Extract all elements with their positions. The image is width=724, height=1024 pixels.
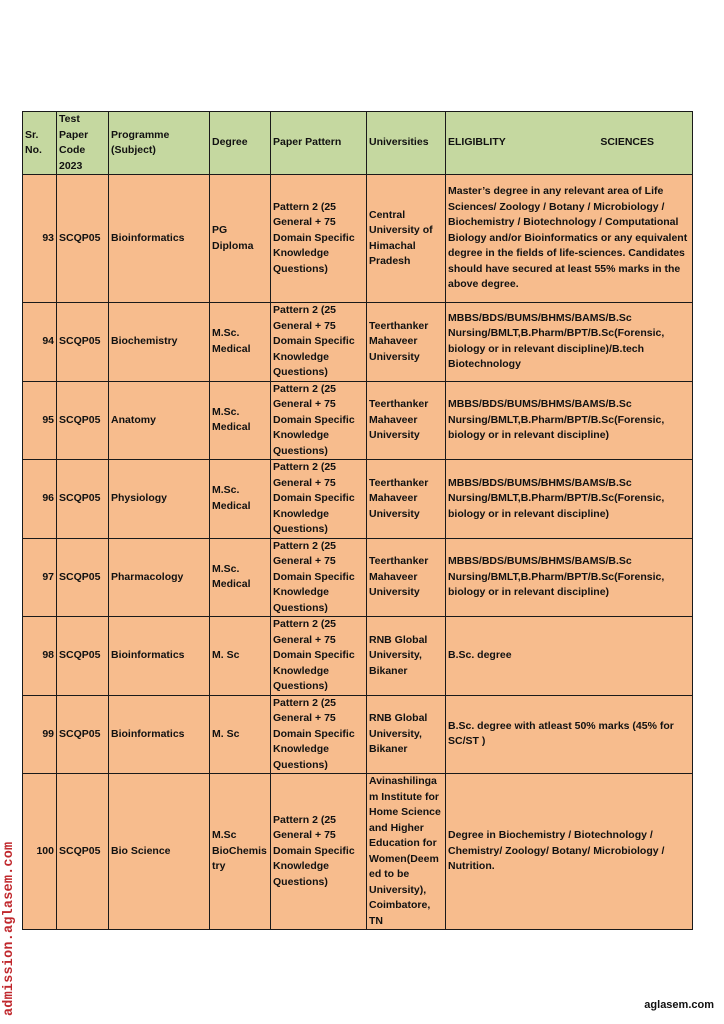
header-programme: Programme (Subject) [109,112,210,175]
cell-paper-code: SCQP05 [57,175,109,303]
cell-programme: Physiology [109,460,210,539]
cell-degree: M.Sc. Medical [210,381,271,460]
cell-degree: M. Sc [210,695,271,774]
table-row [23,695,693,774]
cell-eligibility: Master’s degree in any relevant area of Life Sciences/ Zoology / Botany / Microbiology / Biochemistry / Biotechnology / Computational Biology and/or Bioinformatics or any equivalent degree in the fields of life-sciences. Candidates should have secured at least 55% marks in the above degree. [446,175,693,303]
cell-paper-code: SCQP05 [57,695,109,774]
programme-table [22,111,693,930]
cell-paper-code: SCQP05 [57,303,109,382]
cell-sr-no: 96 [23,460,57,539]
cell-programme: Bio Science [109,774,210,930]
cell-programme: Pharmacology [109,538,210,617]
table-row [23,617,693,696]
cell-eligibility: MBBS/BDS/BUMS/BHMS/BAMS/B.Sc Nursing/BMLT,B.Pharm/BPT/B.Sc(Forensic, biology or in relevant discipline) [446,460,693,539]
cell-university: Teerthanker Mahaveer University [367,538,446,617]
cell-degree: M. Sc [210,617,271,696]
header-stream-label: SCIENCES [600,136,654,149]
watermark-text: admission.aglasem.com [2,841,17,1016]
cell-sr-no: 95 [23,381,57,460]
cell-university: Teerthanker Mahaveer University [367,381,446,460]
header-test-paper-code: Test Paper Code 2023 [57,112,109,175]
cell-degree: M.Sc. Medical [210,303,271,382]
cell-paper-pattern: Pattern 2 (25 General + 75 Domain Specific Knowledge Questions) [271,175,367,303]
table-row [23,538,693,617]
cell-paper-pattern: Pattern 2 (25 General + 75 Domain Specific Knowledge Questions) [271,617,367,696]
table-row [23,175,693,303]
header-sr-no: Sr. No. [23,112,57,175]
cell-degree: PG Diploma [210,175,271,303]
cell-paper-pattern: Pattern 2 (25 General + 75 Domain Specific Knowledge Questions) [271,303,367,382]
cell-programme: Bioinformatics [109,695,210,774]
cell-programme: Biochemistry [109,303,210,382]
cell-university: Teerthanker Mahaveer University [367,460,446,539]
cell-sr-no: 99 [23,695,57,774]
cell-sr-no: 94 [23,303,57,382]
programme-table-container [22,111,692,930]
header-paper-pattern: Paper Pattern [271,112,367,175]
cell-paper-pattern: Pattern 2 (25 General + 75 Domain Specific Knowledge Questions) [271,538,367,617]
cell-university: RNB Global University, Bikaner [367,617,446,696]
cell-paper-code: SCQP05 [57,381,109,460]
cell-paper-code: SCQP05 [57,538,109,617]
cell-programme: Bioinformatics [109,617,210,696]
cell-paper-pattern: Pattern 2 (25 General + 75 Domain Specific Knowledge Questions) [271,774,367,930]
cell-degree: M.Sc BioChemistry [210,774,271,930]
cell-eligibility: Degree in Biochemistry / Biotechnology / Chemistry/ Zoology/ Botany/ Microbiology / Nutrition. [446,774,693,930]
table-row [23,460,693,539]
cell-sr-no: 98 [23,617,57,696]
cell-university: RNB Global University, Bikaner [367,695,446,774]
cell-sr-no: 93 [23,175,57,303]
cell-degree: M.Sc. Medical [210,460,271,539]
table-row [23,303,693,382]
table-row [23,774,693,930]
table-row [23,381,693,460]
header-degree: Degree [210,112,271,175]
cell-programme: Bioinformatics [109,175,210,303]
footer-brand: aglasem.com [644,999,714,1011]
cell-eligibility: B.Sc. degree with atleast 50% marks (45% for SC/ST ) [446,695,693,774]
cell-paper-pattern: Pattern 2 (25 General + 75 Domain Specific Knowledge Questions) [271,695,367,774]
table-header-row [23,112,693,175]
header-universities: Universities [367,112,446,175]
cell-paper-pattern: Pattern 2 (25 General + 75 Domain Specific Knowledge Questions) [271,381,367,460]
cell-paper-code: SCQP05 [57,774,109,930]
cell-sr-no: 97 [23,538,57,617]
cell-sr-no: 100 [23,774,57,930]
cell-paper-pattern: Pattern 2 (25 General + 75 Domain Specific Knowledge Questions) [271,460,367,539]
cell-university: Teerthanker Mahaveer University [367,303,446,382]
cell-degree: M.Sc. Medical [210,538,271,617]
cell-paper-code: SCQP05 [57,617,109,696]
cell-university: Central University of Himachal Pradesh [367,175,446,303]
cell-programme: Anatomy [109,381,210,460]
cell-eligibility: B.Sc. degree [446,617,693,696]
cell-paper-code: SCQP05 [57,460,109,539]
cell-eligibility: MBBS/BDS/BUMS/BHMS/BAMS/B.Sc Nursing/BMLT,B.Pharm/BPT/B.Sc(Forensic, biology or in relevant discipline)/B.tech Biotechnology [446,303,693,382]
cell-eligibility: MBBS/BDS/BUMS/BHMS/BAMS/B.Sc Nursing/BMLT,B.Pharm/BPT/B.Sc(Forensic, biology or in relevant discipline) [446,538,693,617]
header-eligibility-label: ELIGIBLITY [448,136,506,149]
cell-university: Avinashilingam Institute for Home Science and Higher Education for Women(Deemed to be University), Coimbatore, TN [367,774,446,930]
header-eligibility [446,112,693,175]
cell-eligibility: MBBS/BDS/BUMS/BHMS/BAMS/B.Sc Nursing/BMLT,B.Pharm/BPT/B.Sc(Forensic, biology or in relevant discipline) [446,381,693,460]
